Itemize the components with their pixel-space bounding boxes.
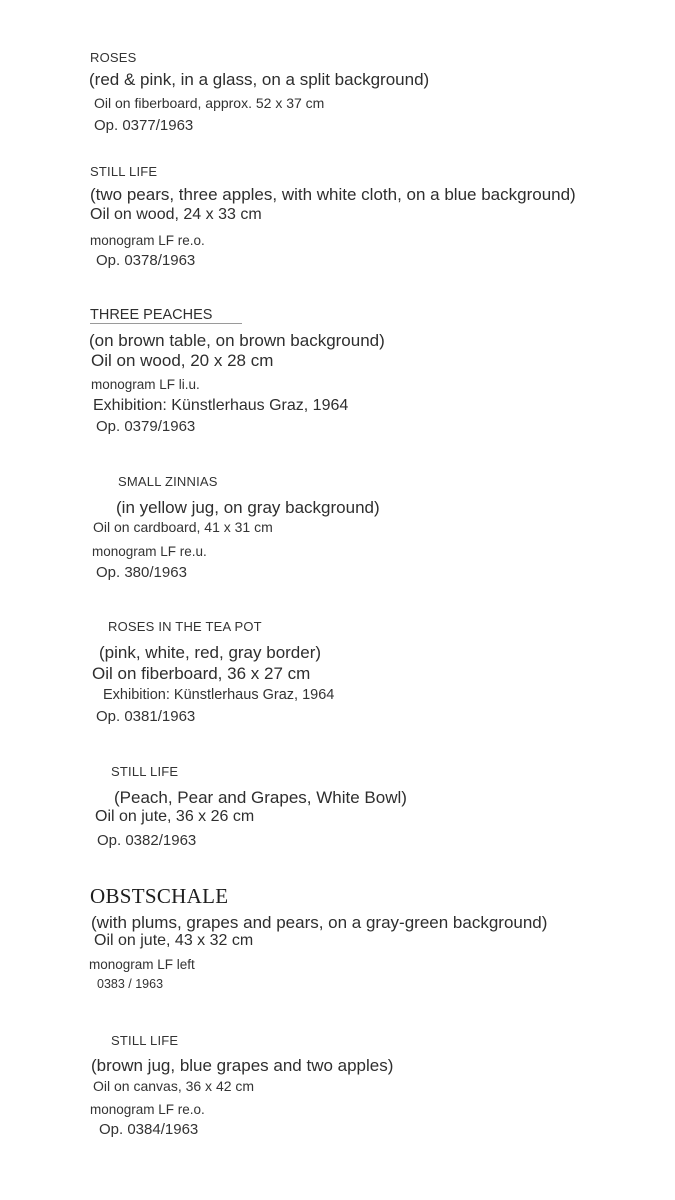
entry-opus: Op. 0381/1963 <box>96 708 196 725</box>
entry-title: SMALL ZINNIAS <box>118 474 218 489</box>
entry-title: ROSES <box>90 50 137 65</box>
entry-monogram: monogram LF li.u. <box>91 377 200 392</box>
entry-exhibition: Exhibition: Künstlerhaus Graz, 1964 <box>93 397 349 414</box>
entry-exhibition: Exhibition: Künstlerhaus Graz, 1964 <box>103 687 335 703</box>
entry-medium: Oil on fiberboard, 36 x 27 cm <box>92 664 311 683</box>
entry-title: OBSTSCHALE <box>90 884 229 908</box>
entry-opus: Op. 0382/1963 <box>97 832 197 849</box>
entry-medium: Oil on jute, 36 x 26 cm <box>95 808 255 825</box>
entry-medium: Oil on wood, 24 x 33 cm <box>90 206 262 223</box>
entry-title: STILL LIFE <box>111 764 179 779</box>
entry-opus: Op. 0377/1963 <box>94 117 194 134</box>
entry-title: ROSES IN THE TEA POT <box>108 619 262 634</box>
entry-description: (in yellow jug, on gray background) <box>116 498 380 517</box>
entry-opus: Op. 0379/1963 <box>96 418 196 435</box>
entry-description: (two pears, three apples, with white cloth, on a blue background) <box>90 185 576 204</box>
entry-monogram: monogram LF re.u. <box>92 544 207 559</box>
entry-description: (on brown table, on brown background) <box>89 331 385 350</box>
entry-monogram: monogram LF left <box>89 957 195 972</box>
entry-description: (Peach, Pear and Grapes, White Bowl) <box>114 788 407 807</box>
entry-description: (red & pink, in a glass, on a split background) <box>89 70 430 89</box>
entry-description: (pink, white, red, gray border) <box>99 643 322 662</box>
entry-medium: Oil on jute, 43 x 32 cm <box>94 932 254 949</box>
entry-opus: Op. 0378/1963 <box>96 252 196 269</box>
entry-title: THREE PEACHES <box>90 307 213 323</box>
entry-description: (with plums, grapes and pears, on a gray-green background) <box>91 913 548 932</box>
entry-medium: Oil on cardboard, 41 x 31 cm <box>93 519 273 535</box>
entry-medium: Oil on fiberboard, approx. 52 x 37 cm <box>94 95 325 111</box>
entry-monogram: monogram LF re.o. <box>90 1102 205 1117</box>
title-underline <box>90 323 242 324</box>
entry-opus: Op. 0384/1963 <box>99 1121 199 1138</box>
entry-description: (brown jug, blue grapes and two apples) <box>91 1056 394 1075</box>
entry-medium: Oil on canvas, 36 x 42 cm <box>93 1078 255 1094</box>
entry-medium: Oil on wood, 20 x 28 cm <box>91 351 274 370</box>
entry-opus: 0383 / 1963 <box>97 977 164 991</box>
entry-title: STILL LIFE <box>90 164 158 179</box>
entry-monogram: monogram LF re.o. <box>90 233 205 248</box>
entry-title: STILL LIFE <box>111 1033 179 1048</box>
entry-opus: Op. 380/1963 <box>96 564 187 581</box>
